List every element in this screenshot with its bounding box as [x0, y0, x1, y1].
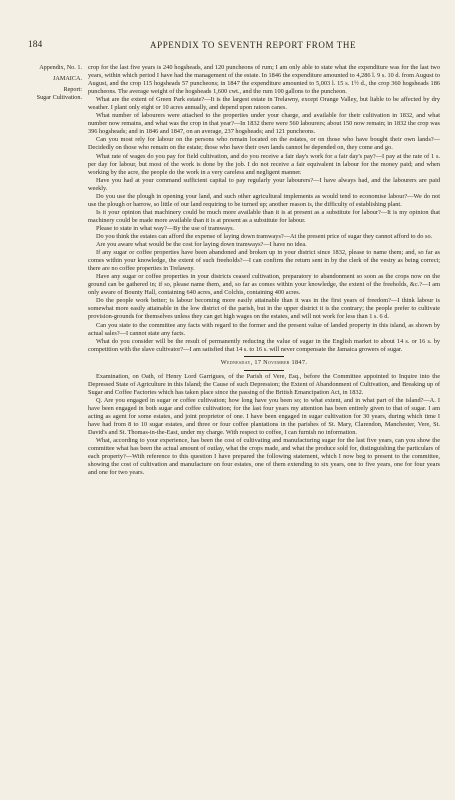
margin-note-report: Report:: [63, 86, 82, 93]
paragraph: Are you aware what would be the cost for laying down tramways?—I have no idea.: [96, 241, 307, 249]
paragraph: What are the extent of Green Park estate?—It is the largest estate in Trelawny, except Orange Valley, but liable to be affected by dry weather. I plant only eight or 10 acres annually, and depend upon ratoon canes.: [88, 96, 440, 112]
dateline: Wednesday, 17 November 1847.: [220, 358, 308, 366]
paragraph: Please to state in what way?—By the use of tramways.: [96, 224, 235, 232]
paragraph: What, according to your experience, has been the cost of cultivating and manufacturing sugar for the last five years, can you show the committee what has been the actual amount of outlay, what the crops made, and what the produce sold for, distinguishing the particulars of each property?—With reference to this question I have prepared the following statement, which I now beg to present to the committee, showing the cost of cultivation and manufacture on four estates, one of them extending to six years, one to five years, one for four years and one for two years.: [88, 437, 440, 477]
paragraph: Do the people work better; is labour becoming more easily attainable than it was in the first years of freedom?—I think labour is somewhat more easily attainable in the low district of the parish, but in the upper district it is the contrary; the people prefer to cultivate provision-grounds for themselves unless they can get high wages on the estates, and will not work for less than 1 s. 6 d.: [88, 297, 440, 321]
paragraph: Have any sugar or coffee properties in your districts ceased cultivation, preparatory to abandonment so soon as the crops now on the ground can be gathered in; if so, please name them, and, so far as comes within your knowledge, the extent of the freeholds, &c.?—I am only aware of Bounty Hall, containing 640 acres, and Colchis, containing 400 acres.: [88, 273, 440, 297]
paragraph: What number of labourers were attached to the properties under your charge, and available for their cultivation in 1832, and what number now remains, and what was the crop in that year?—In 1832 there were 560 labourers; about 150 now remain; in 1832 the crop was 396 hogsheads; and in 1846 and 1847, on an average, 237 hogsheads; and 121 puncheons.: [88, 112, 440, 136]
margin-note-place: JAMAICA.: [52, 75, 82, 82]
paragraph: Do you think the estates can afford the expense of laying down tramways?—At the present price of sugar they cannot afford to do so.: [96, 232, 433, 240]
examination-heading: Examination, on Oath, of Henry Lord Garrigues, of the Parish of Vere, Esq., before the Committee appointed to Inquire into the Depressed State of Agriculture in this Island; the Cause of such Depression; the Extent of Abandonment of Cultivation, and Breaking up of Sugar and Coffee Factories which has taken place since the passing of the British Emancipation Act, in 1832.: [88, 372, 440, 396]
paragraph: Is it your opinion that machinery could be much more available than it is at present as a substitute for labour?—It is my opinion that machinery could be made more available than it is at present as a substitute for labour.: [88, 208, 440, 224]
section-divider: [244, 370, 284, 371]
paragraph: crop for the last five years is 240 hogsheads, and 120 puncheons of rum; I am only able to state what the expenditure was for the last two years, within which period I have had the management of the estate. In 1846 the expenditure amounted to 4,286 l. 9 s. 10 d. from August to August, and the crop 115 hogsheads 57 puncheons; in 1847 the expenditure amounted to 5,003 l. 15 s. 1½ d., the crop 360 hogsheads 186 puncheons. The average weight of the hogsheads 1,600 cwt., and the rum 100 gallons to the puncheon.: [88, 64, 440, 96]
page-header: [0, 40, 455, 54]
margin-note-appendix: Appendix, No. 1.: [39, 64, 82, 71]
margin-note-topic: Sugar Cultivation.: [36, 94, 82, 101]
running-head: APPENDIX TO SEVENTH REPORT FROM THE: [150, 40, 357, 50]
paragraph: Do you use the plough in opening your land, and such other agricultural implements as would tend to economise labour?—We do not use the plough or harrow, so little of our land requiring to be turned up; another reason is, the difficulty of establishing plant.: [88, 192, 440, 208]
paragraph: Have you had at your command sufficient capital to pay regularly your labourers?—I have always had, and the labourers are paid weekly.: [88, 176, 440, 192]
page-number: 184: [28, 40, 43, 50]
paragraph: Q. Are you engaged in sugar or coffee cultivation; how long have you been so; to what extent, and in what part of the island?—A. I have been engaged in both sugar and coffee cultivation; for the last four years my attention has been entirely given to that of sugar. I am acting as agent for some estates, and joint proprietor of one. I have been engaged in sugar cultivation for 30 years, during which time I have had from 8 to 10 sugar estates, and three or four coffee plantations in the parishes of St. Mary, Clarendon, Manchester, Vere, St. David's and St. Thomas-in-the-East, under my charge. With respect to coffee, I can furnish no information.: [88, 396, 440, 437]
margin-note: [20, 64, 82, 102]
paragraph: If any sugar or coffee properties have been abandoned and broken up in your district since 1832, please to name them; and, so far as comes within your knowledge, the extent of such freeholds?—I can confirm the return sent in by the clerk of the vestry as being correct; there are no coffee properties in Trelawny.: [88, 249, 440, 273]
paragraph: Can you most rely for labour on the persons who remain located on the estates, or on those who have bought their own lands?—Decidedly on those who remain on the estate; those who have their own lands cannot be depended on, they come and go.: [88, 136, 440, 152]
paragraph: What rate of wages do you pay for field cultivation, and do you receive a fair day's work for a fair day's pay?—I pay at the rate of 1 s. per day for labour, but most of the work is done by the job. I do not receive a fair equivalent in labour for the money paid; and when working by the acre, the people do the work in a very careless and negligent manner.: [88, 152, 440, 176]
paragraph: What do you consider will be the result of permanently reducing the value of sugar in the English market to about 14 s. or 16 s. by competition with the slave cultivator?—I am satisfied that 14 s. to 16 s. will never compensate the Jamaica growers of sugar.: [88, 337, 440, 353]
paragraph: Can you state to the committee any facts with regard to the former and the present value of landed property in this island, as shown by actual sales?—I cannot state any facts.: [88, 321, 440, 337]
section-divider: [244, 356, 284, 357]
body-text: [88, 64, 440, 792]
